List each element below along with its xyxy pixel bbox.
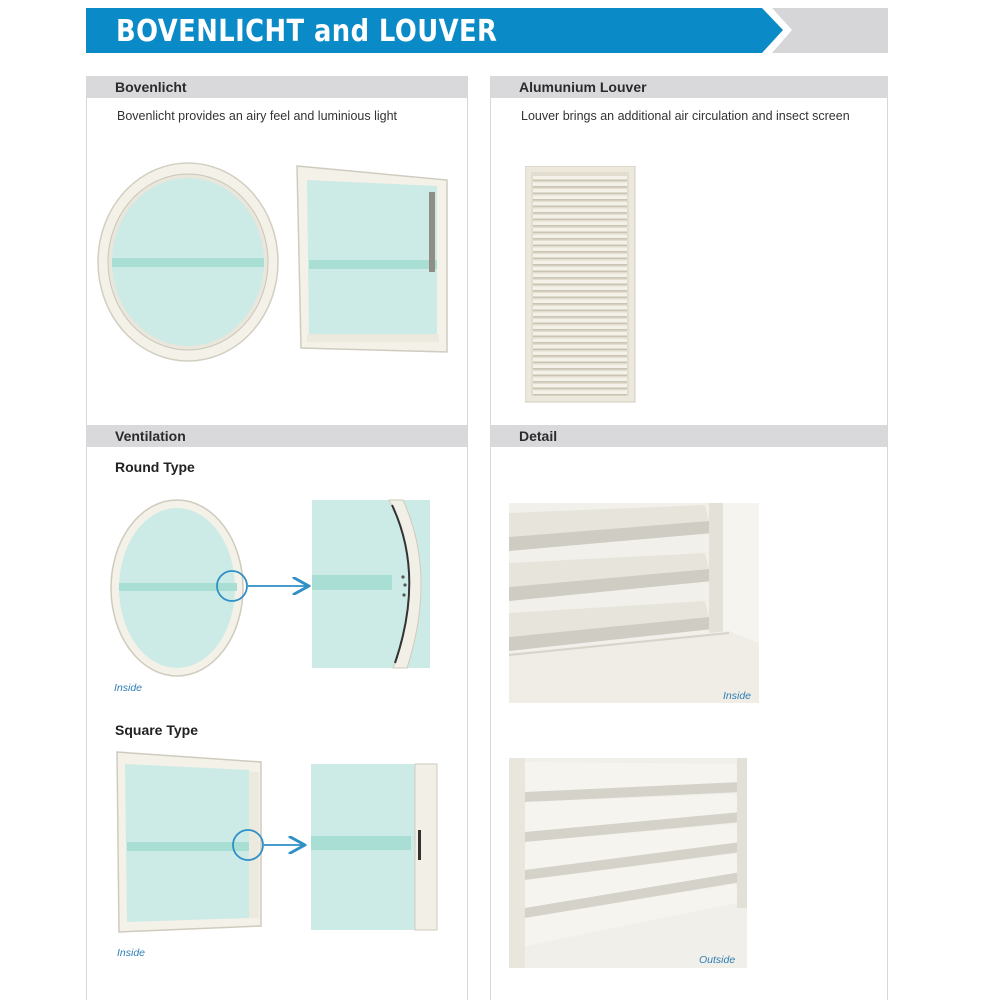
detail-header — [491, 425, 887, 447]
louver-slat — [533, 391, 627, 395]
louver-slat-shadow — [533, 368, 627, 370]
louver-slat — [533, 313, 627, 317]
louver-slat-shadow — [533, 355, 627, 357]
detail-outside-image — [509, 758, 749, 970]
louver-slat-shadow — [533, 271, 627, 273]
round-type-label: Round Type — [115, 459, 195, 475]
louver-slat-shadow — [533, 206, 627, 208]
square-type-label: Square Type — [115, 722, 198, 738]
louver-slat — [533, 300, 627, 304]
louver-slat-shadow — [533, 219, 627, 221]
louver-slat-shadow — [533, 245, 627, 247]
louver-slat-shadow — [533, 316, 627, 318]
louver-image — [525, 166, 637, 404]
louver-description: Louver brings an additional air circulation and insect screen — [521, 109, 850, 123]
louver-slat — [533, 228, 627, 232]
louver-slat — [533, 267, 627, 271]
louver-slat — [533, 352, 627, 356]
louver-slat — [533, 248, 627, 252]
round-type-image — [107, 495, 437, 685]
detail-outside-caption: Outside — [699, 954, 736, 966]
louver-slat-shadow — [533, 342, 627, 344]
louver-slat-shadow — [533, 264, 627, 266]
louver-slat — [533, 365, 627, 369]
louver-title: Alumunium Louver — [519, 79, 647, 95]
louver-slat-shadow — [533, 388, 627, 390]
louver-slat — [533, 358, 627, 362]
louver-slat-shadow — [533, 362, 627, 364]
square-type-caption: Inside — [117, 947, 146, 959]
bovenlicht-description: Bovenlicht provides an airy feel and luminious light — [117, 109, 398, 123]
louver-slat — [533, 293, 627, 297]
bovenlicht-panel — [86, 76, 468, 426]
louver-slat-shadow — [533, 310, 627, 312]
louver-slat-shadow — [533, 225, 627, 227]
bovenlicht-title: Bovenlicht — [115, 79, 187, 95]
louver-slat — [533, 287, 627, 291]
louver-slat — [533, 274, 627, 278]
louver-slat — [533, 209, 627, 213]
louver-slat — [533, 306, 627, 310]
louver-slat — [533, 176, 627, 180]
louver-slat-shadow — [533, 251, 627, 253]
louver-slat — [533, 189, 627, 193]
louver-slat — [533, 326, 627, 330]
detail-panel — [490, 425, 888, 1000]
ventilation-panel — [86, 425, 468, 1000]
bovenlicht-header — [87, 76, 467, 98]
louver-slat-shadow — [533, 323, 627, 325]
louver-slat-shadow — [533, 329, 627, 331]
louver-slat — [533, 332, 627, 336]
louver-slat-shadow — [533, 238, 627, 240]
louver-slat — [533, 345, 627, 349]
louver-slat — [533, 319, 627, 323]
inside-slats — [509, 505, 713, 651]
louver-slat — [533, 196, 627, 200]
louver-slat-shadow — [533, 336, 627, 338]
detail-inside-image — [509, 503, 761, 705]
louver-slat-shadow — [533, 284, 627, 286]
bovenlicht-windows-image — [95, 162, 465, 368]
louver-slat-shadow — [533, 375, 627, 377]
louver-slat — [533, 235, 627, 239]
louver-slat-shadow — [533, 349, 627, 351]
louver-slat — [533, 378, 627, 382]
title-banner — [86, 8, 888, 53]
louver-slat-shadow — [533, 193, 627, 195]
louver-slat — [533, 339, 627, 343]
louver-slat — [533, 222, 627, 226]
louver-slat-shadow — [533, 290, 627, 292]
page-title: BOVENLICHT and LOUVER — [116, 14, 498, 49]
louver-slat-shadow — [533, 212, 627, 214]
louver-slat — [533, 202, 627, 206]
louver-slat-shadow — [533, 199, 627, 201]
louver-slat-shadow — [533, 381, 627, 383]
louver-slat — [533, 215, 627, 219]
louver-panel — [490, 76, 888, 426]
louver-slat-shadow — [533, 232, 627, 234]
louver-slat — [533, 183, 627, 187]
ventilation-title: Ventilation — [115, 428, 186, 444]
louver-slat — [533, 280, 627, 284]
louver-slat — [533, 371, 627, 375]
ventilation-header — [87, 425, 467, 447]
louver-slat-shadow — [533, 258, 627, 260]
square-type-image — [115, 750, 445, 940]
louver-slat — [533, 241, 627, 245]
louver-slat-shadow — [533, 186, 627, 188]
louver-slat-shadow — [533, 303, 627, 305]
louver-slat — [533, 261, 627, 265]
louver-slat — [533, 384, 627, 388]
louver-slat-shadow — [533, 277, 627, 279]
detail-title: Detail — [519, 428, 558, 444]
round-type-caption: Inside — [114, 682, 143, 694]
louver-slat-shadow — [533, 180, 627, 182]
louver-slat-shadow — [533, 394, 627, 396]
louver-header — [491, 76, 887, 98]
louver-slat — [533, 254, 627, 258]
louver-slat-shadow — [533, 297, 627, 299]
detail-inside-caption: Inside — [723, 690, 752, 702]
